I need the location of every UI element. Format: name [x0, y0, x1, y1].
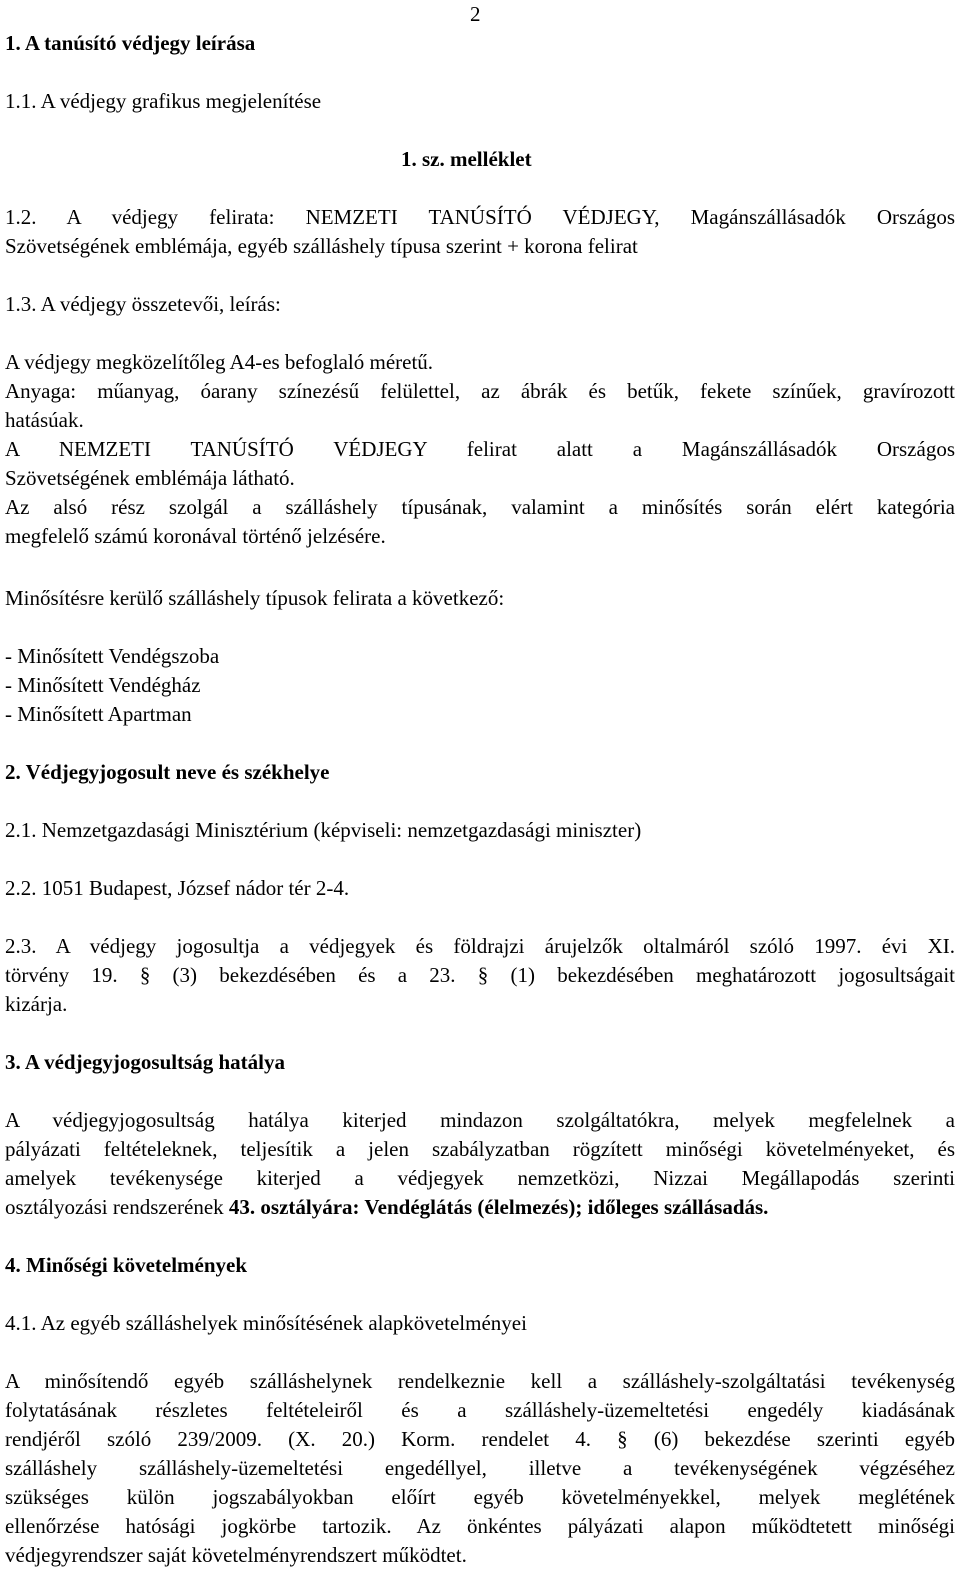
section-4-para-line-5: szükséges külön jogszabályokban előírt egyéb követelményekkel, melyek meglétének [5, 1485, 955, 1509]
description-line-5: Szövetségének emblémája látható. [5, 466, 295, 490]
description-line-3: hatásúak. [5, 408, 84, 432]
section-4-para-line-4: szálláshely szálláshely-üzemeltetési engedéllyel, illetve a tevékenységének végzéséhez [5, 1456, 955, 1480]
section-1-heading: 1. A tanúsító védjegy leírása [5, 31, 256, 55]
type-item: - Minősített Vendégház [5, 673, 201, 697]
section-4-para-line-7: védjegyrendszer saját követelményrendszert működtet. [5, 1543, 467, 1567]
section-3-para-line-4-bold: 43. osztályára: Vendéglátás (élelmezés); időleges szállásadás. [228, 1195, 769, 1219]
section-3-para-line-4-text: osztályozási rendszerének [5, 1195, 229, 1219]
subsection-2-3-line-3: kizárja. [5, 992, 68, 1016]
section-4-para-line-1: A minősítendő egyéb szálláshelynek rendelkeznie kell a szálláshely-szolgáltatási tevékenység [5, 1369, 955, 1393]
annex-label: 1. sz. melléklet [401, 147, 532, 171]
types-intro: Minősítésre kerülő szálláshely típusok felirata a következő: [5, 586, 505, 610]
section-3-heading: 3. A védjegyjogosultság hatálya [5, 1050, 286, 1074]
subsection-1-1: 1.1. A védjegy grafikus megjelenítése [5, 89, 322, 113]
subsection-1-2-line-2: Szövetségének emblémája, egyéb szálláshely típusa szerint + korona felirat [5, 234, 638, 258]
subsection-1-3: 1.3. A védjegy összetevői, leírás: [5, 292, 281, 316]
description-line-4: A NEMZETI TANÚSÍTÓ VÉDJEGY felirat alatt a Magánszállásadók Országos [5, 437, 955, 461]
subsection-2-3-line-1: 2.3. A védjegy jogosultja a védjegyek és földrajzi árujelzők oltalmáról szóló 1997. évi XI. [5, 934, 955, 958]
section-3-para-line-2: pályázati feltételeknek, teljesítik a jelen szabályzatban rögzített minőségi követelményeket, és [5, 1137, 955, 1161]
section-3-para-line-1: A védjegyjogosultság hatálya kiterjed mindazon szolgáltatókra, melyek megfelelnek a [5, 1108, 955, 1132]
subsection-4-1: 4.1. Az egyéb szálláshelyek minősítésének alapkövetelményei [5, 1311, 527, 1335]
section-4-para-line-2: folytatásának részletes feltételeiről és a szálláshely-üzemeltetési engedély kiadásának [5, 1398, 955, 1422]
section-4-para-line-6: ellenőrzése hatósági jogkörbe tartozik. Az önkéntes pályázati alapon működtetett minőségi [5, 1514, 955, 1538]
subsection-2-2: 2.2. 1051 Budapest, József nádor tér 2-4. [5, 876, 350, 900]
page-number: 2 [470, 2, 481, 26]
description-line-2: Anyaga: műanyag, óarany színezésű felülettel, az ábrák és betűk, fekete színűek, gravírozott [5, 379, 955, 403]
type-item: - Minősített Apartman [5, 702, 192, 726]
description-line-7: megfelelő számú koronával történő jelzésére. [5, 524, 386, 548]
section-2-heading: 2. Védjegyjogosult neve és székhelye [5, 760, 330, 784]
section-4-para-line-3: rendjéről szóló 239/2009. (X. 20.) Korm. rendelet 4. § (6) bekezdése szerinti egyéb [5, 1427, 955, 1451]
section-3-para-line-3: amelyek tevékenysége kiterjed a védjegyek nemzetközi, Nizzai Megállapodás szerinti [5, 1166, 955, 1190]
type-item: - Minősített Vendégszoba [5, 644, 220, 668]
subsection-2-1: 2.1. Nemzetgazdasági Minisztérium (képviseli: nemzetgazdasági miniszter) [5, 818, 642, 842]
section-3-para-line-4 [5, 1193, 768, 1222]
subsection-1-2-line-1: 1.2. A védjegy felirata: NEMZETI TANÚSÍTÓ VÉDJEGY, Magánszállásadók Országos [5, 205, 955, 229]
section-4-heading: 4. Minőségi követelmények [5, 1253, 248, 1277]
description-line-6: Az alsó rész szolgál a szálláshely típusának, valamint a minősítés során elért kategória [5, 495, 955, 519]
subsection-2-3-line-2: törvény 19. § (3) bekezdésében és a 23. § (1) bekezdésében meghatározott jogosultságait [5, 963, 955, 987]
description-line-1: A védjegy megközelítőleg A4-es befoglaló méretű. [5, 350, 434, 374]
